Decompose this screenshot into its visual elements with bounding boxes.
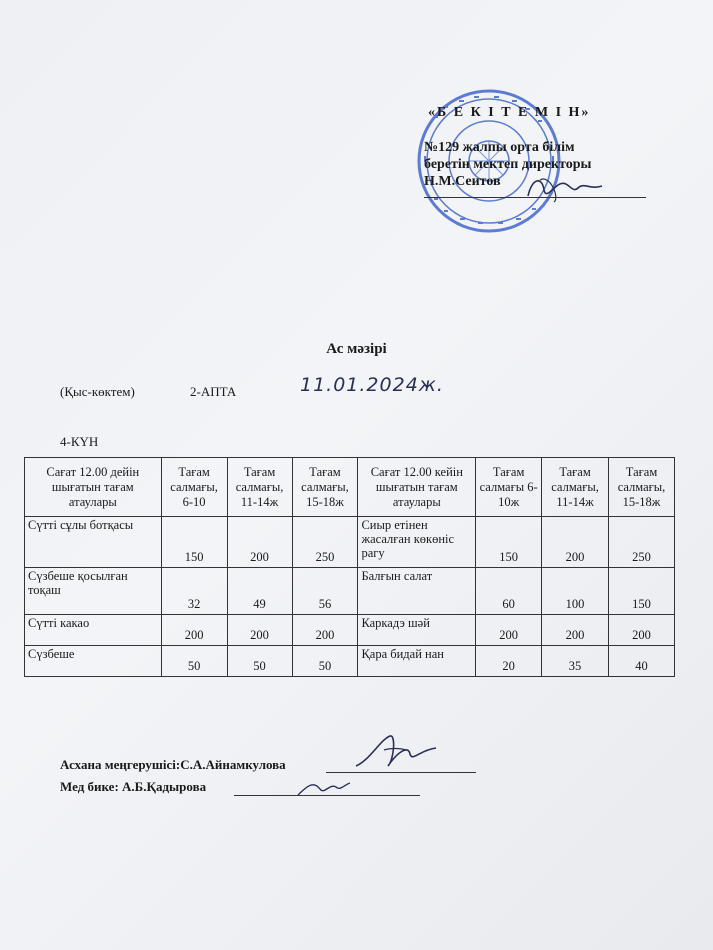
director-signature [520,168,610,208]
chef-name: Асхана меңгерушісі:С.А.Айнамкулова [60,757,286,772]
header-cell: Тағам салмағы, 11-14ж [227,458,292,517]
day-label: 4-КҮН [60,434,99,449]
weight-cell: 200 [542,517,609,568]
document-title: Ас мәзірі [326,341,387,357]
header-cell: Тағам салмағы, 15-18ж [609,458,675,517]
weight-cell: 35 [542,646,609,677]
weight-cell: 49 [227,568,292,615]
weight-cell: 100 [542,568,609,615]
director-name: Н.М.Сеитов [424,174,501,189]
weight-cell: 200 [227,517,292,568]
weight-cell: 50 [227,646,292,677]
dish-name-afternoon: Балғын салат [358,568,476,615]
header-cell: Сағат 12.00 дейін шығатын тағам атаулары [25,458,162,517]
weight-cell: 150 [609,568,675,615]
week-label: 2-АПТА [190,384,237,399]
header-cell: Сағат 12.00 кейін шығатын тағам атаулары [358,458,476,517]
weight-cell: 200 [161,615,227,646]
dish-name-morning: Сүтті сұлы ботқасы [25,517,162,568]
approval-title: «Б Е К І Т Е М І Н» [428,105,591,120]
weight-cell: 200 [476,615,542,646]
weight-cell: 50 [161,646,227,677]
nurse-name: Мед бике: А.Б.Қадырова [60,779,207,794]
header-cell: Тағам салмағы, 6-10 [161,458,227,517]
menu-table [24,457,675,677]
dish-name-afternoon: Сиыр етінен жасалған көкөніс рагу [358,517,476,568]
nurse-signature-line [234,795,420,796]
nurse-signature [294,775,354,800]
dish-name-afternoon: Каркадэ шәй [358,615,476,646]
weight-cell: 32 [161,568,227,615]
weight-cell: 50 [292,646,358,677]
dish-name-afternoon: Қара бидай нан [358,646,476,677]
header-cell: Тағам салмағы, 15-18ж [292,458,358,517]
chef-signature-line [326,772,476,773]
weight-cell: 20 [476,646,542,677]
weight-cell: 200 [542,615,609,646]
chef-signature [350,730,440,775]
approval-line-2: беретін мектеп директоры [424,157,592,172]
weight-cell: 40 [609,646,675,677]
handwritten-date: 11.01.2024ж. [300,374,444,396]
weight-cell: 56 [292,568,358,615]
weight-cell: 200 [609,615,675,646]
table-row [25,568,675,615]
table-row [25,517,675,568]
dish-name-morning: Сүтті какао [25,615,162,646]
dish-name-morning: Сүзбеше қосылған тоқаш [25,568,162,615]
weight-cell: 150 [161,517,227,568]
header-cell: Тағам салмағы 6-10ж [476,458,542,517]
weight-cell: 200 [227,615,292,646]
dish-name-morning: Сүзбеше [25,646,162,677]
table-row [25,646,675,677]
approval-line-1: №129 жалпы орта білім [424,140,575,155]
header-cell: Тағам салмағы, 11-14ж [542,458,609,517]
table-header-row [25,458,675,517]
weight-cell: 150 [476,517,542,568]
weight-cell: 200 [292,615,358,646]
weight-cell: 250 [609,517,675,568]
season-label: (Қыс-көктем) [60,384,135,399]
table-row [25,615,675,646]
weight-cell: 250 [292,517,358,568]
weight-cell: 60 [476,568,542,615]
